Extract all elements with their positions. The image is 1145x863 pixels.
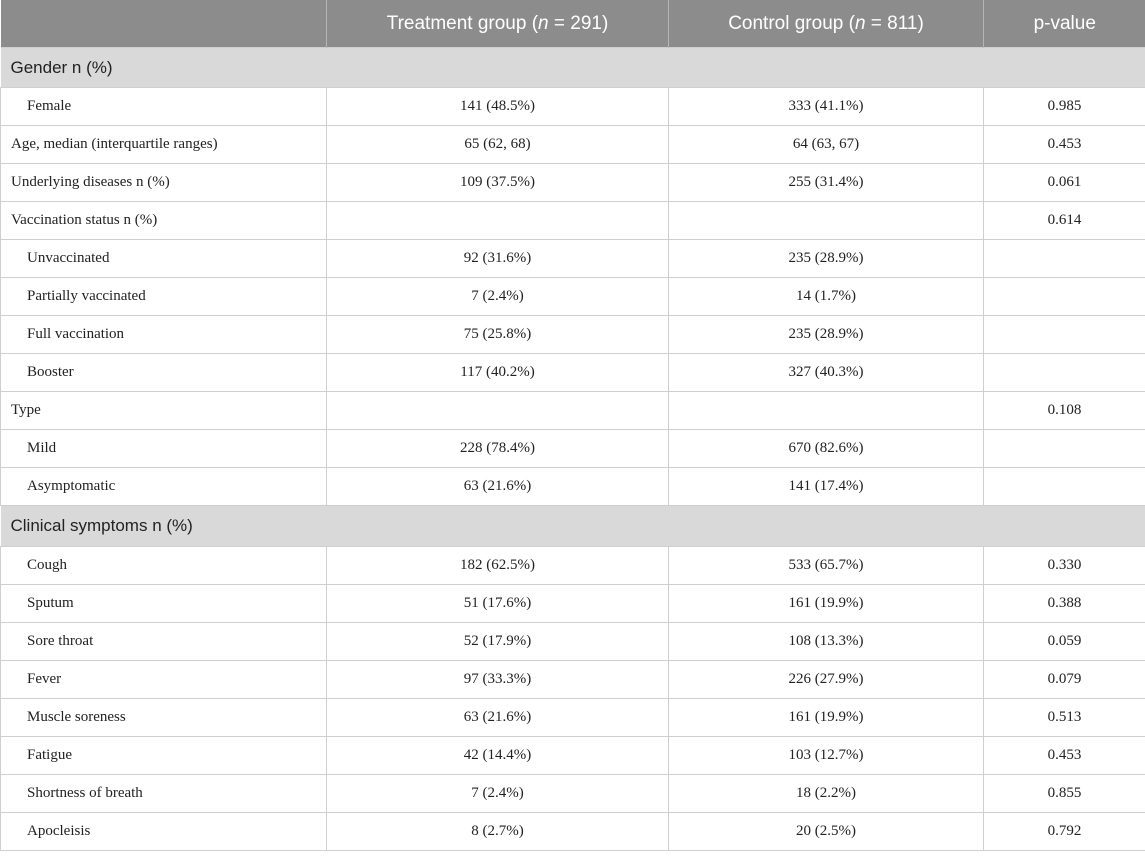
row-label: Muscle soreness [1, 699, 327, 737]
p-value-cell [984, 430, 1145, 468]
control-cell: 327 (40.3%) [669, 354, 984, 392]
header-control-n: n [854, 12, 866, 34]
row-label: Underlying diseases n (%) [1, 164, 327, 202]
treatment-cell: 51 (17.6%) [327, 585, 669, 623]
p-value-cell: 0.061 [984, 164, 1145, 202]
table-row [1, 775, 1145, 813]
treatment-cell: 109 (37.5%) [327, 164, 669, 202]
control-cell: 64 (63, 67) [669, 126, 984, 164]
control-cell [669, 202, 984, 240]
section-row [1, 48, 1145, 88]
treatment-cell: 8 (2.7%) [327, 813, 669, 851]
table-row [1, 813, 1145, 851]
p-value-cell: 0.614 [984, 202, 1145, 240]
row-label: Mild [1, 430, 327, 468]
control-cell: 533 (65.7%) [669, 547, 984, 585]
treatment-cell: 42 (14.4%) [327, 737, 669, 775]
control-cell: 235 (28.9%) [669, 240, 984, 278]
treatment-cell [327, 202, 669, 240]
control-cell [669, 392, 984, 430]
row-label: Cough [1, 547, 327, 585]
table-row [1, 88, 1145, 126]
control-cell: 255 (31.4%) [669, 164, 984, 202]
row-label: Female [1, 88, 327, 126]
p-value-cell: 0.855 [984, 775, 1145, 813]
p-value-cell: 0.513 [984, 699, 1145, 737]
p-value-cell: 0.059 [984, 623, 1145, 661]
treatment-cell: 63 (21.6%) [327, 699, 669, 737]
section-row [1, 506, 1145, 547]
header-treatment-prefix: Treatment group ( [386, 12, 539, 34]
treatment-cell: 7 (2.4%) [327, 775, 669, 813]
table-row [1, 547, 1145, 585]
row-label: Booster [1, 354, 327, 392]
table-row [1, 468, 1145, 506]
control-cell: 235 (28.9%) [669, 316, 984, 354]
header-treatment-group [327, 0, 669, 48]
control-cell: 670 (82.6%) [669, 430, 984, 468]
section-label: Clinical symptoms n (%) [1, 506, 1145, 547]
control-cell: 161 (19.9%) [669, 699, 984, 737]
table-row [1, 316, 1145, 354]
row-label: Unvaccinated [1, 240, 327, 278]
p-value-cell [984, 316, 1145, 354]
table-row [1, 240, 1145, 278]
control-cell: 14 (1.7%) [669, 278, 984, 316]
table-row [1, 354, 1145, 392]
control-cell: 226 (27.9%) [669, 661, 984, 699]
treatment-cell [327, 392, 669, 430]
control-cell: 20 (2.5%) [669, 813, 984, 851]
treatment-cell: 63 (21.6%) [327, 468, 669, 506]
table-row [1, 661, 1145, 699]
table-row [1, 126, 1145, 164]
treatment-cell: 92 (31.6%) [327, 240, 669, 278]
row-label: Partially vaccinated [1, 278, 327, 316]
table-row [1, 164, 1145, 202]
row-label: Sputum [1, 585, 327, 623]
section-label: Gender n (%) [1, 48, 1145, 88]
header-p-value: p-value [984, 0, 1145, 48]
p-value-cell [984, 240, 1145, 278]
p-value-cell [984, 354, 1145, 392]
treatment-cell: 117 (40.2%) [327, 354, 669, 392]
table-row [1, 737, 1145, 775]
table-row [1, 585, 1145, 623]
p-value-cell: 0.985 [984, 88, 1145, 126]
header-control-group [669, 0, 984, 48]
control-cell: 103 (12.7%) [669, 737, 984, 775]
row-label: Fever [1, 661, 327, 699]
header-control-prefix: Control group ( [728, 12, 855, 34]
p-value-cell: 0.453 [984, 737, 1145, 775]
row-label: Shortness of breath [1, 775, 327, 813]
p-value-cell: 0.079 [984, 661, 1145, 699]
header-treatment-suffix: = 291) [548, 12, 609, 34]
control-cell: 333 (41.1%) [669, 88, 984, 126]
row-label: Asymptomatic [1, 468, 327, 506]
treatment-cell: 141 (48.5%) [327, 88, 669, 126]
p-value-cell: 0.388 [984, 585, 1145, 623]
p-value-cell: 0.792 [984, 813, 1145, 851]
treatment-cell: 182 (62.5%) [327, 547, 669, 585]
header-control-suffix: = 811) [865, 12, 924, 34]
row-label: Fatigue [1, 737, 327, 775]
header-treatment-n: n [538, 12, 549, 34]
p-value-cell: 0.108 [984, 392, 1145, 430]
row-label: Apocleisis [1, 813, 327, 851]
p-value-cell: 0.330 [984, 547, 1145, 585]
p-value-cell: 0.453 [984, 126, 1145, 164]
row-label: Type [1, 392, 327, 430]
treatment-cell: 7 (2.4%) [327, 278, 669, 316]
table-row [1, 430, 1145, 468]
row-label: Full vaccination [1, 316, 327, 354]
table-body [1, 48, 1145, 851]
control-cell: 108 (13.3%) [669, 623, 984, 661]
row-label: Sore throat [1, 623, 327, 661]
treatment-cell: 97 (33.3%) [327, 661, 669, 699]
table-row [1, 278, 1145, 316]
table-row [1, 699, 1145, 737]
treatment-cell: 52 (17.9%) [327, 623, 669, 661]
table-row [1, 392, 1145, 430]
p-value-cell [984, 278, 1145, 316]
table-header-row [1, 0, 1145, 48]
header-variable [1, 0, 327, 48]
control-cell: 161 (19.9%) [669, 585, 984, 623]
control-cell: 18 (2.2%) [669, 775, 984, 813]
treatment-cell: 65 (62, 68) [327, 126, 669, 164]
row-label: Age, median (interquartile ranges) [1, 126, 327, 164]
treatment-cell: 228 (78.4%) [327, 430, 669, 468]
treatment-cell: 75 (25.8%) [327, 316, 669, 354]
table-row [1, 202, 1145, 240]
row-label: Vaccination status n (%) [1, 202, 327, 240]
control-cell: 141 (17.4%) [669, 468, 984, 506]
table-row [1, 623, 1145, 661]
p-value-cell [984, 468, 1145, 506]
